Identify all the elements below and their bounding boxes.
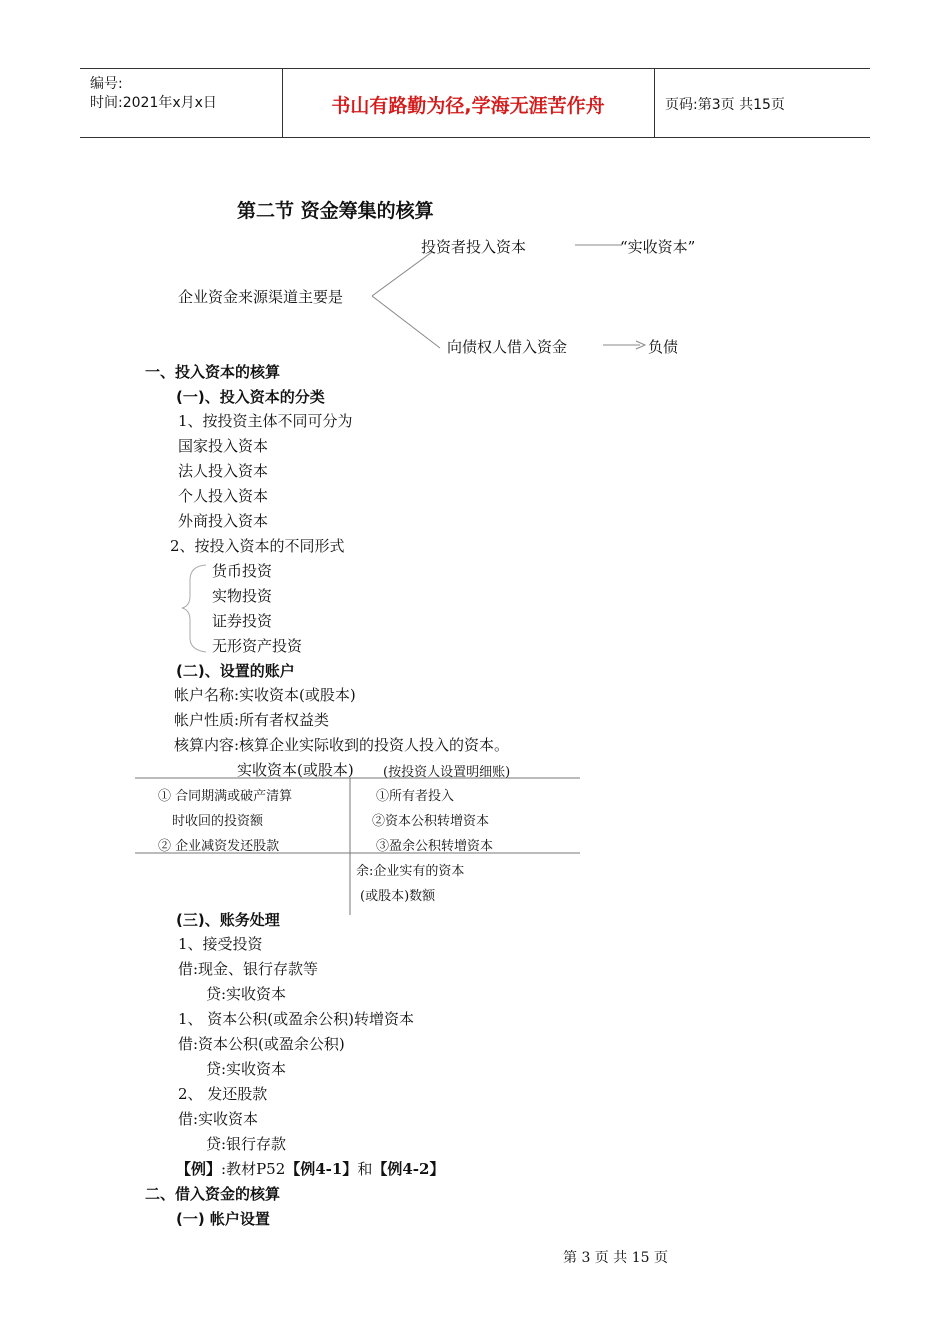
- investor-type-item: 个人投入资本: [178, 487, 269, 505]
- entry-line: 借:现金、银行存款等: [178, 960, 319, 978]
- t-account-credit-line: ③盈余公积转增资本: [376, 839, 494, 854]
- sub1-heading: (一)、投入资本的分类: [176, 388, 325, 406]
- account-nature: 帐户性质:所有者权益类: [174, 711, 330, 729]
- investment-form-item: 无形资产投资: [212, 637, 303, 655]
- t-account-debit-line: 时收回的投资额: [172, 814, 264, 829]
- t-account-balance-line-text: 余:企业实有的资本: [356, 864, 465, 879]
- t-account-title: 实收资本(或股本): [237, 761, 354, 779]
- t-account-credit-line: ②资本公积转增资本: [372, 814, 490, 829]
- part2-sub1: (一) 帐户设置: [176, 1210, 270, 1228]
- section-title: 第二节 资金筹集的核算: [237, 200, 434, 222]
- entry-line: 借:资本公积(或盈余公积): [178, 1035, 345, 1053]
- time-label: 时间:2021年x月x日: [90, 95, 217, 111]
- investor-type-item: 国家投入资本: [178, 437, 269, 455]
- page-label: 页码:第3页 共15页: [665, 97, 785, 113]
- example-ref-1[interactable]: 【例4-1】: [285, 1160, 358, 1178]
- entry-line: 借:实收资本: [178, 1110, 259, 1128]
- sub1-item2: 2、按投入资本的不同形式: [170, 537, 345, 555]
- t-account-balance-line-text: (或股本)数额: [360, 889, 436, 904]
- part1-heading: 一、投入资本的核算: [145, 363, 281, 381]
- diagram-root: 企业资金来源渠道主要是: [178, 288, 344, 306]
- t-account-debit-line: ② 企业减资发还股款: [158, 839, 280, 854]
- entry-line: 1、接受投资: [178, 935, 263, 953]
- account-name: 帐户名称:实收资本(或股本): [174, 686, 356, 704]
- entry-line: 贷:实收资本: [206, 985, 287, 1003]
- investment-form-item: 证券投资: [212, 612, 273, 630]
- investment-form-item: 货币投资: [212, 562, 273, 580]
- number-label: 编号:: [90, 76, 123, 92]
- part2-heading: 二、借入资金的核算: [145, 1185, 281, 1203]
- sub2-heading: (二)、设置的账户: [176, 662, 295, 680]
- investment-form-item: 实物投资: [212, 587, 273, 605]
- example-prefix: 【例】: [176, 1160, 222, 1178]
- entry-line: 2、 发还股款: [178, 1085, 268, 1103]
- example-middle: :教材P52: [221, 1160, 286, 1178]
- t-account-credit-line: ①所有者投入: [376, 789, 455, 804]
- diagram-lower-result: 负债: [648, 338, 679, 356]
- branch-line-lower: [372, 296, 440, 348]
- account-content: 核算内容:核算企业实际收到的投资人投入的资本。: [174, 736, 510, 754]
- entry-line: 贷:银行存款: [206, 1135, 287, 1153]
- example-ref-2[interactable]: 【例4-2】: [372, 1160, 445, 1178]
- investor-type-item: 法人投入资本: [178, 462, 269, 480]
- brace-icon: [182, 565, 206, 652]
- motto: 书山有路勤为径,学海无涯苦作舟: [331, 95, 605, 117]
- diagram-upper: 投资者投入资本: [421, 238, 527, 256]
- t-account-title-note: (按投资人设置明细账): [383, 765, 511, 780]
- investor-type-item: 外商投入资本: [178, 512, 269, 530]
- entry-line: 1、 资本公积(或盈余公积)转增资本: [178, 1010, 415, 1028]
- sub3-heading: (三)、账务处理: [176, 911, 280, 929]
- page-footer: 第 3 页 共 15 页: [563, 1250, 668, 1266]
- entry-line: 贷:实收资本: [206, 1060, 287, 1078]
- diagram-upper-result: “实收资本”: [620, 238, 696, 256]
- branch-line-upper: [372, 252, 432, 296]
- example-and: 和: [357, 1160, 373, 1178]
- sub1-item1: 1、按投资主体不同可分为: [178, 412, 353, 430]
- diagram-lower: 向债权人借入资金: [447, 338, 568, 356]
- example-line: [176, 1158, 444, 1179]
- t-account-debit-line: ① 合同期满或破产清算: [158, 789, 293, 804]
